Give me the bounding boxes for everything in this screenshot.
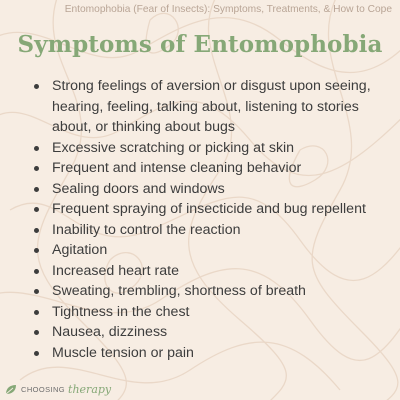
list-item — [30, 199, 385, 220]
list-item-text: Nausea, dizziness — [52, 324, 168, 340]
list-item — [30, 302, 385, 323]
bullet-icon — [34, 228, 39, 233]
bullet-icon — [34, 351, 39, 356]
bullet-icon — [34, 146, 39, 151]
brand-word-therapy: therapy — [68, 383, 112, 396]
bullet-icon — [34, 207, 39, 212]
bullet-icon — [34, 187, 39, 192]
list-item-text: Sealing doors and windows — [52, 180, 225, 197]
list-item — [30, 261, 385, 282]
list-item — [30, 322, 385, 343]
symptom-list — [30, 76, 385, 363]
list-item — [30, 138, 385, 159]
bullet-icon — [34, 269, 39, 274]
bullet-icon — [34, 310, 39, 315]
page-title: Symptoms of Entomophobia — [17, 31, 383, 58]
bullet-icon — [34, 289, 39, 294]
list-item-text: Muscle tension or pain — [52, 344, 194, 361]
bullet-icon — [34, 84, 39, 89]
brand-logo — [5, 383, 111, 396]
brand-word-choosing: CHOOSING — [21, 385, 66, 394]
list-item-text: Increased heart rate — [52, 262, 179, 279]
list-item-text: Frequent spraying of insecticide and bug repellent — [52, 201, 366, 217]
list-item — [30, 220, 385, 241]
bullet-icon — [34, 166, 39, 171]
article-caption: Entomophobia (Fear of Insects): Symptoms, Treatments, & How to Cope — [64, 4, 392, 15]
leaf-icon — [5, 384, 18, 395]
list-item-text: Inability to control the reaction — [52, 221, 241, 238]
list-item — [30, 76, 385, 138]
bullet-icon — [34, 330, 39, 335]
bullet-icon — [34, 248, 39, 253]
list-item — [30, 179, 385, 200]
list-item-text: Agitation — [52, 242, 108, 258]
list-item — [30, 281, 385, 302]
list-item-text: Excessive scratching or picking at skin — [52, 139, 295, 156]
list-item — [30, 240, 385, 261]
list-item — [30, 158, 385, 179]
list-item-text: Tightness in the chest — [52, 303, 190, 320]
list-item — [30, 343, 385, 364]
list-item-text: Sweating, trembling, shortness of breath — [52, 283, 306, 299]
list-item-text: Frequent and intense cleaning behavior — [52, 160, 302, 176]
list-item-text: Strong feelings of aversion or disgust upon seeing, hearing, feeling, talking about, listening to stories about, or thinking about bugs — [52, 78, 371, 135]
